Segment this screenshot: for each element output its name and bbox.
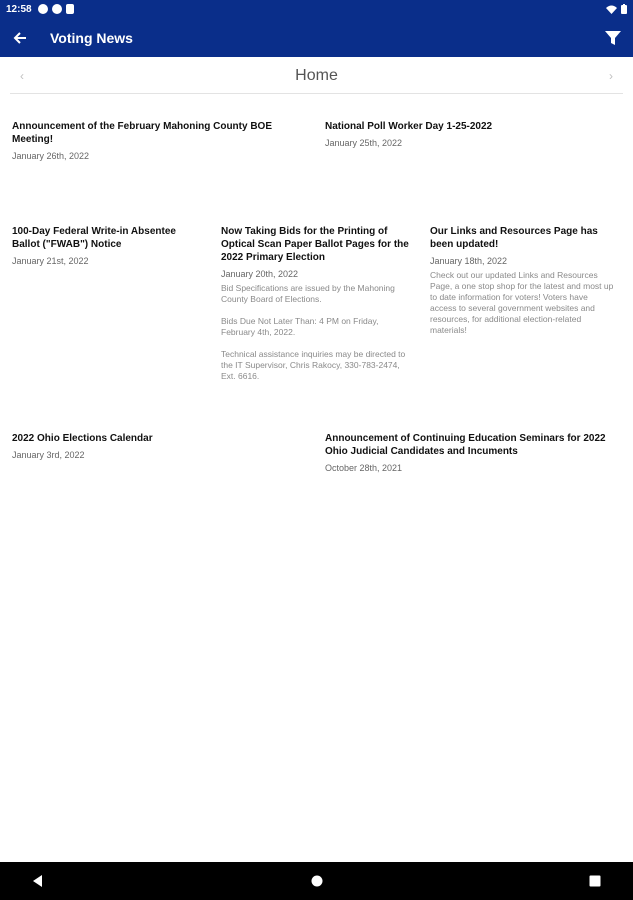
article-date: January 20th, 2022 (221, 269, 299, 279)
article-date: January 26th, 2022 (12, 151, 90, 161)
back-button[interactable] (0, 18, 40, 57)
article-paragraph: Technical assistance inquiries may be directed to the IT Supervisor, Chris Rakocy, 330-783-2474, Ext. 6616. (221, 349, 406, 381)
triangle-back-icon (32, 875, 44, 887)
article-title: 2022 Ohio Elections Calendar (12, 433, 153, 444)
system-nav-bar (0, 862, 633, 900)
article-title: Our Links and Resources Page has been updated! (430, 226, 598, 250)
filter-icon (605, 30, 621, 46)
article-body (430, 270, 615, 336)
article-card[interactable] (12, 225, 202, 267)
category-pager (10, 58, 623, 94)
status-bar (0, 0, 633, 18)
article-paragraph: Check out our updated Links and Resources Page, a one stop shop for the latest and most up to date information for voters! Voters have access to several government websites and resources, for additional election-related materials! (430, 270, 614, 335)
article-card[interactable] (430, 225, 615, 347)
notification-icon (38, 4, 48, 14)
app-notification-icon (52, 4, 62, 14)
article-title: National Poll Worker Day 1-25-2022 (325, 121, 493, 132)
article-title: Now Taking Bids for the Printing of Optical Scan Paper Ballot Pages for the 2022 Primary Election (221, 226, 409, 263)
clipboard-icon (66, 4, 74, 14)
nav-recents-button[interactable] (585, 871, 605, 891)
article-date: January 21st, 2022 (12, 256, 89, 266)
nav-back-button[interactable] (28, 871, 48, 891)
article-date: October 28th, 2021 (325, 463, 403, 473)
article-date: January 25th, 2022 (325, 138, 403, 148)
nav-home-button[interactable] (307, 871, 327, 891)
article-title: 100-Day Federal Write-in Absentee Ballot ("FWAB") Notice (12, 226, 176, 250)
battery-icon (621, 4, 627, 14)
pager-prev-button[interactable]: ‹ (20, 68, 24, 83)
circle-home-icon (311, 875, 323, 887)
article-body (221, 283, 411, 382)
article-card[interactable] (12, 120, 302, 162)
pager-title: Home (295, 66, 338, 84)
wifi-icon (606, 5, 617, 14)
article-card[interactable] (221, 225, 411, 393)
article-title: Announcement of Continuing Education Seminars for 2022 Ohio Judicial Candidates and Incuments (325, 433, 606, 457)
arrow-left-icon (13, 31, 27, 45)
article-title: Announcement of the February Mahoning County BOE Meeting! (12, 121, 272, 145)
pager-next-button[interactable]: › (609, 68, 613, 83)
article-date: January 18th, 2022 (430, 256, 508, 266)
filter-button[interactable] (593, 18, 633, 57)
app-bar (0, 18, 633, 57)
article-card[interactable] (325, 432, 615, 474)
page-title: Voting News (50, 29, 133, 46)
article-paragraph: Bids Due Not Later Than: 4 PM on Friday, February 4th, 2022. (221, 316, 379, 337)
status-time: 12:58 (6, 3, 32, 15)
article-date: January 3rd, 2022 (12, 450, 85, 460)
article-card[interactable] (12, 432, 302, 461)
article-paragraph: Bid Specifications are issued by the Mahoning County Board of Elections. (221, 283, 395, 304)
square-recents-icon (589, 875, 601, 887)
article-card[interactable] (325, 120, 615, 149)
